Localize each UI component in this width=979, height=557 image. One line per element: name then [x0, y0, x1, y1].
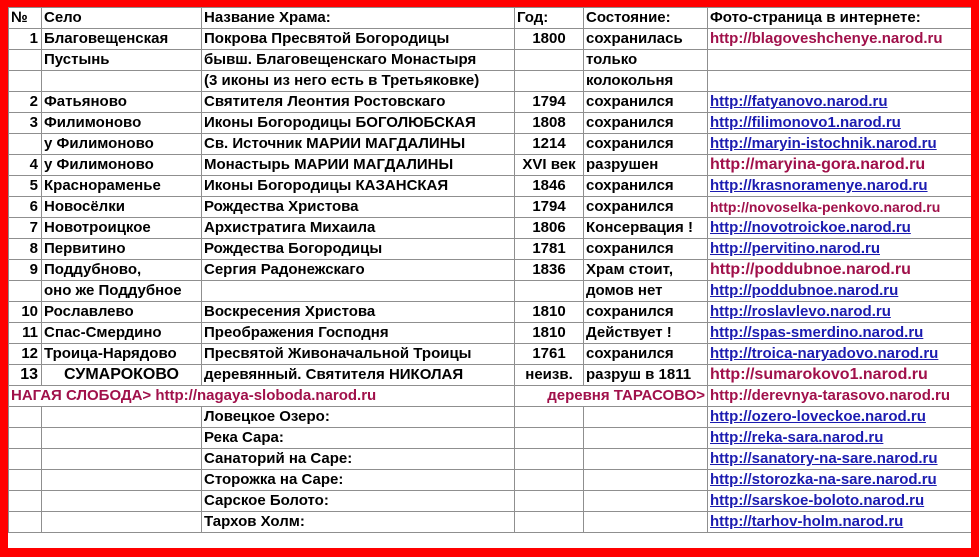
link-cell[interactable]: http://poddubnoe.narod.ru: [708, 281, 972, 302]
empty-cell: [584, 449, 708, 470]
year-cell: [515, 50, 584, 71]
temple-cell: Рождества Богородицы: [202, 239, 515, 260]
year-cell: XVI век: [515, 155, 584, 176]
empty-cell: [9, 428, 42, 449]
place-link[interactable]: http://sanatory-na-sare.narod.ru: [708, 449, 972, 470]
link-cell[interactable]: http://fatyanovo.narod.ru: [708, 92, 972, 113]
place-row: [9, 428, 972, 449]
place-row: [9, 407, 972, 428]
row-number: 9: [9, 260, 42, 281]
empty-cell: [42, 449, 202, 470]
link-cell[interactable]: http://maryina-gora.narod.ru: [708, 155, 972, 176]
link-cell[interactable]: http://novotroickoe.narod.ru: [708, 218, 972, 239]
place-link[interactable]: http://sarskoe-boloto.narod.ru: [708, 491, 972, 512]
village-cell: Первитино: [42, 239, 202, 260]
temple-cell: деревянный. Святителя НИКОЛАЯ: [202, 365, 515, 386]
village-cell: Благовещенская: [42, 29, 202, 50]
table-row: [9, 113, 972, 134]
place-link[interactable]: http://tarhov-holm.narod.ru: [708, 512, 972, 533]
empty-cell: [42, 407, 202, 428]
place-name: Река Сара:: [202, 428, 515, 449]
nagaya-row: [9, 386, 972, 407]
header-photo: Фото-страница в интернете:: [708, 8, 972, 29]
status-cell: разрушен: [584, 155, 708, 176]
header-temple: Название Храма:: [202, 8, 515, 29]
row-number: 8: [9, 239, 42, 260]
table-row: [9, 239, 972, 260]
table-row: [9, 323, 972, 344]
empty-cell: [515, 512, 584, 533]
status-cell: домов нет: [584, 281, 708, 302]
row-number: [9, 71, 42, 92]
link-cell[interactable]: http://poddubnoe.narod.ru: [708, 260, 972, 281]
temple-cell: Святителя Леонтия Ростовскаго: [202, 92, 515, 113]
status-cell: только: [584, 50, 708, 71]
table-row: [9, 155, 972, 176]
empty-cell: [42, 428, 202, 449]
year-cell: 1810: [515, 302, 584, 323]
status-cell: сохранился: [584, 197, 708, 218]
header-year: Год:: [515, 8, 584, 29]
row-number: 3: [9, 113, 42, 134]
tarasovo-link[interactable]: http://derevnya-tarasovo.narod.ru: [708, 386, 972, 407]
row-number: 10: [9, 302, 42, 323]
place-name: Санаторий на Саре:: [202, 449, 515, 470]
village-cell: [42, 71, 202, 92]
village-cell: Рославлево: [42, 302, 202, 323]
table-row: [9, 29, 972, 50]
status-cell: Действует !: [584, 323, 708, 344]
temple-cell: Иконы Богородицы КАЗАНСКАЯ: [202, 176, 515, 197]
village-cell: Новосёлки: [42, 197, 202, 218]
table-row: [9, 197, 972, 218]
temple-cell: бывш. Благовещенскаго Монастыря: [202, 50, 515, 71]
village-cell: Поддубново,: [42, 260, 202, 281]
place-row: [9, 491, 972, 512]
temple-cell: Рождества Христова: [202, 197, 515, 218]
empty-cell: [515, 407, 584, 428]
empty-cell: [515, 449, 584, 470]
status-cell: Храм стоит,: [584, 260, 708, 281]
status-cell: сохранился: [584, 176, 708, 197]
village-cell: Пустынь: [42, 50, 202, 71]
link-cell[interactable]: http://pervitino.narod.ru: [708, 239, 972, 260]
temple-cell: Сергия Радонежскаго: [202, 260, 515, 281]
status-cell: сохранился: [584, 302, 708, 323]
village-cell: Краснораменье: [42, 176, 202, 197]
year-cell: 1810: [515, 323, 584, 344]
row-number: 13: [9, 365, 42, 386]
empty-cell: [9, 449, 42, 470]
status-cell: сохранился: [584, 134, 708, 155]
place-link[interactable]: http://ozero-loveckoe.narod.ru: [708, 407, 972, 428]
temple-cell: Иконы Богородицы БОГОЛЮБСКАЯ: [202, 113, 515, 134]
table-row: [9, 92, 972, 113]
empty-cell: [42, 470, 202, 491]
status-cell: сохранился: [584, 239, 708, 260]
header-no: №: [9, 8, 42, 29]
link-cell: [708, 71, 972, 92]
table-row: [9, 365, 972, 386]
empty-cell: [584, 491, 708, 512]
place-row: [9, 512, 972, 533]
village-cell: у Филимоново: [42, 134, 202, 155]
place-row: [9, 449, 972, 470]
temples-table: [8, 7, 971, 533]
row-number: 5: [9, 176, 42, 197]
year-cell: [515, 281, 584, 302]
place-name: Сарское Болото:: [202, 491, 515, 512]
village-cell: Новотроицкое: [42, 218, 202, 239]
link-cell[interactable]: http://filimonovo1.narod.ru: [708, 113, 972, 134]
table-row: [9, 302, 972, 323]
link-cell[interactable]: http://roslavlevo.narod.ru: [708, 302, 972, 323]
village-cell: Спас-Смердино: [42, 323, 202, 344]
empty-cell: [584, 407, 708, 428]
empty-cell: [584, 512, 708, 533]
link-cell[interactable]: http://krasnoramenye.narod.ru: [708, 176, 972, 197]
status-cell: сохранился: [584, 344, 708, 365]
empty-cell: [515, 428, 584, 449]
table-row: [9, 50, 972, 71]
village-cell: оно же Поддубное: [42, 281, 202, 302]
village-cell: Троица-Нарядово: [42, 344, 202, 365]
header-status: Состояние:: [584, 8, 708, 29]
place-name: Тархов Холм:: [202, 512, 515, 533]
temple-cell: Покрова Пресвятой Богородицы: [202, 29, 515, 50]
table-row: [9, 218, 972, 239]
row-number: 11: [9, 323, 42, 344]
spreadsheet-frame: [8, 7, 971, 548]
empty-cell: [42, 491, 202, 512]
empty-cell: [42, 512, 202, 533]
year-cell: 1808: [515, 113, 584, 134]
empty-cell: [584, 428, 708, 449]
temple-cell: Воскресения Христова: [202, 302, 515, 323]
temple-cell: Монастырь МАРИИ МАГДАЛИНЫ: [202, 155, 515, 176]
year-cell: неизв.: [515, 365, 584, 386]
row-number: 6: [9, 197, 42, 218]
year-cell: 1781: [515, 239, 584, 260]
link-cell: [708, 50, 972, 71]
year-cell: 1800: [515, 29, 584, 50]
empty-cell: [515, 491, 584, 512]
row-number: 2: [9, 92, 42, 113]
link-cell[interactable]: http://sumarokovo1.narod.ru: [708, 365, 972, 386]
status-cell: Консервация !: [584, 218, 708, 239]
year-cell: 1836: [515, 260, 584, 281]
year-cell: 1846: [515, 176, 584, 197]
year-cell: 1761: [515, 344, 584, 365]
tarasovo-label: деревня ТАРАСОВО>: [515, 386, 708, 407]
row-number: 1: [9, 29, 42, 50]
village-cell: СУМАРОКОВО: [42, 365, 202, 386]
place-link[interactable]: http://storozka-na-sare.narod.ru: [708, 470, 972, 491]
header-row: [9, 8, 972, 29]
year-cell: 1794: [515, 92, 584, 113]
table-row: [9, 344, 972, 365]
year-cell: 1794: [515, 197, 584, 218]
place-name: Сторожка на Саре:: [202, 470, 515, 491]
table-row: [9, 176, 972, 197]
row-number: [9, 134, 42, 155]
link-cell[interactable]: http://troica-naryadovo.narod.ru: [708, 344, 972, 365]
link-cell[interactable]: http://spas-smerdino.narod.ru: [708, 323, 972, 344]
empty-cell: [9, 491, 42, 512]
status-cell: колокольня: [584, 71, 708, 92]
empty-cell: [9, 407, 42, 428]
table-row: [9, 260, 972, 281]
temple-cell: Преображения Господня: [202, 323, 515, 344]
link-cell[interactable]: http://novoselka-penkovo.narod.ru: [708, 197, 972, 218]
row-number: 12: [9, 344, 42, 365]
link-cell[interactable]: http://blagoveshchenye.narod.ru: [708, 29, 972, 50]
row-number: 4: [9, 155, 42, 176]
year-cell: 1806: [515, 218, 584, 239]
year-cell: [515, 71, 584, 92]
year-cell: 1214: [515, 134, 584, 155]
empty-cell: [9, 470, 42, 491]
empty-cell: [515, 470, 584, 491]
village-cell: Фатьяново: [42, 92, 202, 113]
temple-cell: Св. Источник МАРИИ МАГДАЛИНЫ: [202, 134, 515, 155]
row-number: 7: [9, 218, 42, 239]
status-cell: разруш в 1811: [584, 365, 708, 386]
table-row: [9, 281, 972, 302]
temple-cell: (3 иконы из него есть в Третьяковке): [202, 71, 515, 92]
row-number: [9, 50, 42, 71]
header-village: Село: [42, 8, 202, 29]
place-link[interactable]: http://reka-sara.narod.ru: [708, 428, 972, 449]
temple-cell: [202, 281, 515, 302]
table-row: [9, 134, 972, 155]
status-cell: сохранился: [584, 92, 708, 113]
temple-cell: Архистратига Михаила: [202, 218, 515, 239]
table-row: [9, 71, 972, 92]
temple-cell: Пресвятой Живоначальной Троицы: [202, 344, 515, 365]
status-cell: сохранилась: [584, 29, 708, 50]
village-cell: у Филимоново: [42, 155, 202, 176]
village-cell: Филимоново: [42, 113, 202, 134]
status-cell: сохранился: [584, 113, 708, 134]
link-cell[interactable]: http://maryin-istochnik.narod.ru: [708, 134, 972, 155]
empty-cell: [9, 512, 42, 533]
nagaya-sloboda-link[interactable]: НАГАЯ СЛОБОДА> http://nagaya-sloboda.narod.ru: [9, 386, 515, 407]
place-row: [9, 470, 972, 491]
row-number: [9, 281, 42, 302]
empty-cell: [584, 470, 708, 491]
place-name: Ловецкое Озеро:: [202, 407, 515, 428]
